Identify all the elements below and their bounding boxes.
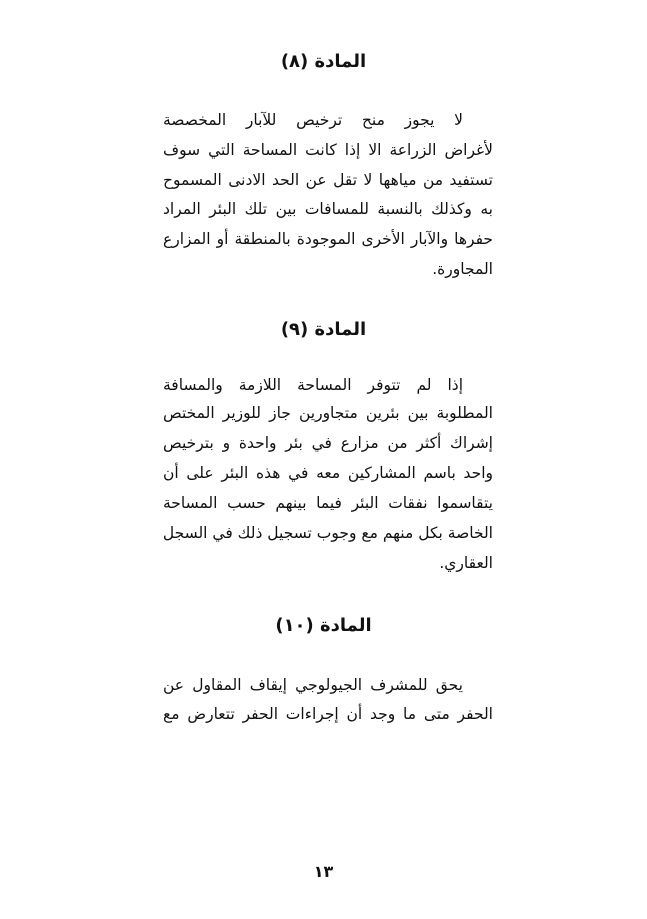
text-line: به وكذلك بالنسبة للمسافات بين تلك البئر المراد bbox=[163, 200, 493, 218]
text-line: لأغراض الزراعة الا إذا كانت المساحة التي سوف bbox=[163, 141, 493, 159]
text-line: إشراك أكثر من مزارع في بئر واحدة و بترخيص bbox=[163, 434, 493, 452]
text-line: المجاورة. bbox=[432, 260, 493, 278]
text-line: يحق للمشرف الجيولوجي إيقاف المقاول عن bbox=[163, 676, 463, 694]
text-line: يتقاسموا نفقات البئر فيما بينهم حسب المساحة bbox=[163, 494, 493, 512]
text-line: حفرها والآبار الأخرى الموجودة بالمنطقة أو المزارع bbox=[163, 230, 493, 248]
page-number: ١٣ bbox=[313, 862, 334, 881]
article-heading: المادة (٩) bbox=[280, 319, 367, 340]
text-line: إذا لم تتوفر المساحة اللازمة والمسافة bbox=[163, 376, 463, 394]
article-heading: المادة (٨) bbox=[280, 51, 367, 72]
text-line: تستفيد من مياهها لا تقل عن الحد الادنى المسموح bbox=[163, 171, 493, 189]
text-line: العقاري. bbox=[439, 554, 493, 572]
text-line: واحد باسم المشاركين معه في هذه البئر على أن bbox=[163, 464, 493, 482]
article-heading: المادة (١٠) bbox=[275, 615, 372, 636]
text-line: الخاصة بكل منهم مع وجوب تسجيل ذلك في السجل bbox=[162, 524, 493, 542]
text-line: لا يجوز منح ترخيص للآبار المخصصة bbox=[163, 111, 463, 129]
text-line: الحفر متى ما وجد أن إجراءات الحفر تتعارض مع bbox=[163, 705, 493, 723]
text-line: المطلوبة بين بئرين متجاورين جاز للوزير المختص bbox=[163, 404, 493, 422]
